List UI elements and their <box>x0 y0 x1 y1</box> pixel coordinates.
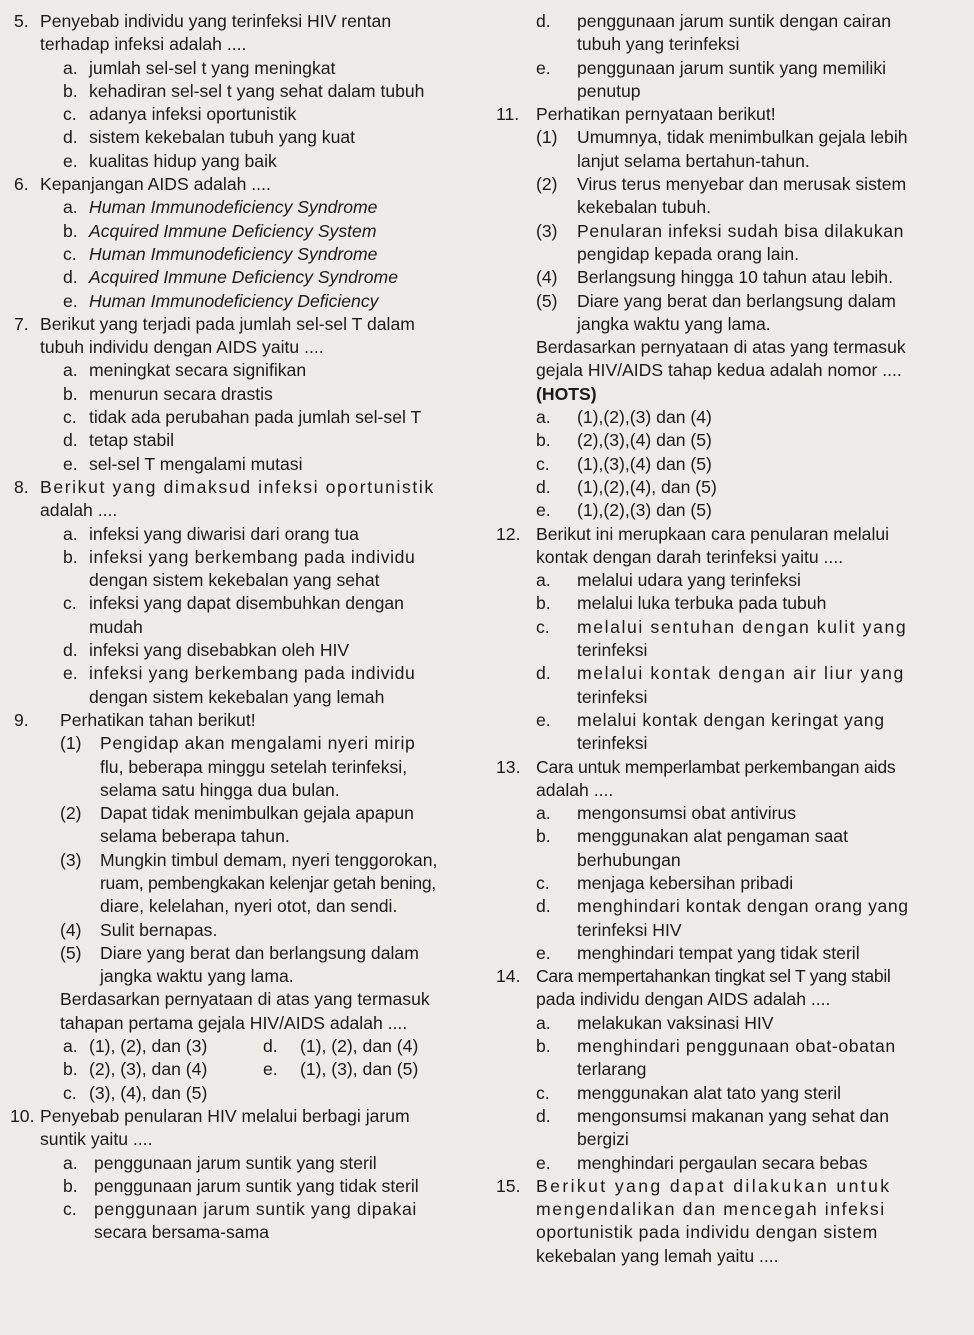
option-text: dengan sistem kekebalan yang sehat <box>89 570 380 591</box>
question-number: 10. <box>10 1105 35 1126</box>
question-number: 6. <box>14 174 29 195</box>
statement-text: flu, beberapa minggu setelah terinfeksi, <box>100 756 408 777</box>
option-text: menggunakan alat tato yang steril <box>577 1082 842 1103</box>
option-e[interactable] <box>490 57 970 80</box>
option-text: terinfeksi HIV <box>577 919 682 940</box>
option-text: menggunakan alat pengaman saat <box>577 826 848 847</box>
statement-text: ruam, pembengkakan kelenjar getah bening, <box>100 872 436 893</box>
question-7 <box>0 313 478 476</box>
question-stem: tubuh individu dengan AIDS yaitu .... <box>40 337 324 358</box>
option-c[interactable] <box>0 1198 478 1221</box>
question-stem: pada individu dengan AIDS adalah .... <box>536 989 831 1010</box>
statement-text: Pengidap akan mengalami nyeri mirip <box>100 733 416 754</box>
option-text: penggunaan jarum suntik yang tidak steril <box>94 1175 419 1196</box>
option-d[interactable] <box>490 10 970 33</box>
statement-text: pengidap kepada orang lain. <box>577 243 800 264</box>
statement-label: (2) <box>536 174 558 195</box>
option-text: tubuh yang terinfeksi <box>577 34 740 55</box>
option-label: d. <box>536 663 551 684</box>
statement-label: (1) <box>536 127 558 148</box>
question-prompt: Berdasarkan pernyataan di atas yang termasuk <box>60 989 430 1010</box>
option-e[interactable] <box>490 709 970 732</box>
option-label: b. <box>63 220 78 241</box>
question-12 <box>490 523 970 756</box>
option-text: Human Immunodeficiency Syndrome <box>89 197 378 218</box>
option-text: (1), (2), dan (4) <box>300 1036 419 1057</box>
question-number: 13. <box>496 756 521 777</box>
option-label: b. <box>63 546 78 567</box>
statement-text: Virus terus menyebar dan merusak sistem <box>577 174 907 195</box>
statement-label: (3) <box>536 220 558 241</box>
option-label: c. <box>536 872 550 893</box>
option-text: berhubungan <box>577 849 681 870</box>
question-stem: kontak dengan darah terinfeksi yaitu .... <box>536 546 844 567</box>
statement-label: (2) <box>60 803 82 824</box>
option-label: d. <box>63 640 78 661</box>
question-8 <box>0 476 478 709</box>
option-text: adanya infeksi oportunistik <box>89 104 297 125</box>
question-stem: adalah .... <box>536 779 614 800</box>
question-stem: Cara mempertahankan tingkat sel T yang stabil <box>536 966 891 987</box>
option-text: secara bersama-sama <box>94 1222 270 1243</box>
option-e[interactable] <box>490 499 970 522</box>
statement-text: Umumnya, tidak menimbulkan gejala lebih <box>577 127 908 148</box>
statement-1 <box>0 732 478 755</box>
option-e[interactable] <box>490 942 970 965</box>
question-stem: oportunistik pada individu dengan sistem <box>536 1222 878 1243</box>
statement-text: lanjut selama bertahun-tahun. <box>577 150 810 171</box>
question-number: 7. <box>14 313 29 334</box>
question-stem: suntik yaitu .... <box>40 1129 153 1150</box>
option-d[interactable] <box>0 266 478 289</box>
option-text: (1),(2),(3) dan (4) <box>577 407 712 428</box>
option-label: d. <box>63 430 78 451</box>
option-text: melalui luka terbuka pada tubuh <box>577 593 827 614</box>
question-number: 5. <box>14 11 29 31</box>
option-label: c. <box>63 1199 77 1220</box>
option-label: a. <box>63 197 78 218</box>
option-text: menghindari tempat yang tidak steril <box>577 942 860 963</box>
option-label: e. <box>536 942 551 963</box>
question-10-continued <box>490 10 970 103</box>
question-number: 15. <box>496 1175 521 1196</box>
question-11 <box>490 103 970 522</box>
option-text: menghindari pergaulan secara bebas <box>577 1152 868 1173</box>
option-label: a. <box>63 523 78 544</box>
left-column <box>0 10 478 1245</box>
question-10 <box>0 1105 478 1245</box>
option-label: e. <box>63 150 78 171</box>
right-column <box>490 10 970 1268</box>
statement-text: selama beberapa tahun. <box>100 826 290 847</box>
option-a[interactable] <box>490 569 970 592</box>
option-c[interactable] <box>490 1082 970 1105</box>
question-9 <box>0 709 478 1105</box>
question-number: 11. <box>496 104 520 125</box>
option-a[interactable] <box>0 57 478 80</box>
question-stem: Kepanjangan AIDS adalah .... <box>40 174 271 195</box>
option-label: c. <box>536 1082 550 1103</box>
statement-text: selama satu hingga dua bulan. <box>100 779 340 800</box>
option-label: c. <box>536 453 550 474</box>
option-label: c. <box>63 243 77 264</box>
option-d[interactable] <box>490 1105 970 1128</box>
option-text: tetap stabil <box>89 430 175 451</box>
option-text: jumlah sel-sel t yang meningkat <box>89 57 336 78</box>
option-label: b. <box>536 1036 551 1057</box>
option-label: d. <box>63 267 78 288</box>
statement-text: jangka waktu yang lama. <box>577 313 771 334</box>
option-text: mengonsumsi makanan yang sehat dan <box>577 1105 889 1126</box>
option-b[interactable] <box>490 1035 970 1058</box>
question-stem: Penyebab penularan HIV melalui berbagi jarum <box>40 1105 410 1126</box>
option-text: bergizi <box>577 1129 629 1150</box>
option-text: melakukan vaksinasi HIV <box>577 1012 774 1033</box>
question-stem: Perhatikan pernyataan berikut! <box>536 104 776 125</box>
option-text: tidak ada perubahan pada jumlah sel-sel T <box>89 407 422 428</box>
option-e[interactable] <box>0 453 478 476</box>
option-a[interactable] <box>490 802 970 825</box>
option-label: d. <box>63 127 78 148</box>
option-text: (3), (4), dan (5) <box>89 1082 208 1103</box>
question-prompt: tahapan pertama gejala HIV/AIDS adalah .... <box>60 1012 408 1033</box>
option-label: e. <box>63 290 78 311</box>
option-label: b. <box>63 1175 78 1196</box>
option-label: d. <box>536 896 551 917</box>
option-label: b. <box>63 80 78 101</box>
option-label: c. <box>63 593 77 614</box>
option-text: Human Immunodeficiency Deficiency <box>89 290 379 311</box>
statement-text: Mungkin timbul demam, nyeri tenggorokan, <box>100 849 438 870</box>
option-label: d. <box>536 476 551 497</box>
question-stem: Berikut yang dimaksud infeksi oportunistik <box>40 476 435 497</box>
option-text: (1),(3),(4) dan (5) <box>577 453 712 474</box>
question-stem: Berikut yang dapat dilakukan untuk <box>536 1175 892 1196</box>
option-text: menghindari kontak dengan orang yang <box>577 896 909 917</box>
option-text: mengonsumsi obat antivirus <box>577 803 797 824</box>
option-label: e. <box>63 663 78 684</box>
option-text: infeksi yang diwarisi dari orang tua <box>89 523 359 544</box>
statement-label: (1) <box>60 733 82 754</box>
option-text: (2),(3),(4) dan (5) <box>577 430 712 451</box>
question-stem: terhadap infeksi adalah .... <box>40 34 247 55</box>
statement-2 <box>0 802 478 825</box>
statement-4 <box>490 266 970 289</box>
statement-2 <box>490 173 970 196</box>
statement-3 <box>0 849 478 872</box>
option-label: a. <box>536 1012 551 1033</box>
question-14 <box>490 965 970 1175</box>
question-number: 12. <box>496 523 521 544</box>
option-label: b. <box>536 430 551 451</box>
option-label: d. <box>536 1105 551 1126</box>
option-b[interactable] <box>0 546 478 569</box>
option-text: melalui udara yang terinfeksi <box>577 570 801 591</box>
option-text: penggunaan jarum suntik yang dipakai <box>94 1199 417 1220</box>
option-c[interactable] <box>490 616 970 639</box>
question-5 <box>0 10 478 173</box>
question-stem: Berikut yang terjadi pada jumlah sel-sel T dalam <box>40 313 415 334</box>
option-d[interactable] <box>0 126 478 149</box>
option-label: a. <box>63 360 78 381</box>
option-e[interactable] <box>0 290 478 313</box>
statement-text: jangka waktu yang lama. <box>100 966 294 987</box>
question-prompt: Berdasarkan pernyataan di atas yang termasuk <box>536 337 906 358</box>
option-text: melalui kontak dengan air liur yang <box>577 663 905 684</box>
option-c[interactable] <box>0 103 478 126</box>
statement-5 <box>0 942 478 965</box>
statement-text: Sulit bernapas. <box>100 919 218 940</box>
statement-label: (5) <box>60 942 82 963</box>
question-stem: mengendalikan dan mencegah infeksi <box>536 1199 886 1220</box>
question-15 <box>490 1175 970 1268</box>
option-label: b. <box>63 383 78 404</box>
option-text: (2), (3), dan (4) <box>89 1059 208 1080</box>
option-text: penutup <box>577 80 641 101</box>
question-stem: Cara untuk memperlambat perkembangan aids <box>536 756 896 777</box>
option-text: penggunaan jarum suntik dengan cairan <box>577 11 891 31</box>
option-text: sel-sel T mengalami mutasi <box>89 453 303 474</box>
option-label: e. <box>536 57 551 78</box>
option-label: e. <box>536 1152 551 1173</box>
option-text: menurun secara drastis <box>89 383 273 404</box>
option-d[interactable] <box>490 662 970 685</box>
option-text: menjaga kebersihan pribadi <box>577 872 794 893</box>
option-text: penggunaan jarum suntik yang steril <box>94 1152 377 1173</box>
option-d[interactable] <box>0 429 478 452</box>
statement-label: (4) <box>536 267 558 288</box>
option-b[interactable] <box>0 383 478 406</box>
statement-label: (5) <box>536 290 558 311</box>
option-d[interactable] <box>490 895 970 918</box>
option-a[interactable] <box>0 359 478 382</box>
option-label: b. <box>536 826 551 847</box>
option-b[interactable] <box>490 825 970 848</box>
option-label: e. <box>63 453 78 474</box>
option-text: terinfeksi <box>577 686 648 707</box>
statement-text: Penularan infeksi sudah bisa dilakukan <box>577 220 904 241</box>
option-label: e. <box>536 709 551 730</box>
option-text: penggunaan jarum suntik yang memiliki <box>577 57 887 78</box>
option-b[interactable] <box>0 80 478 103</box>
hots-tag: (HOTS) <box>536 383 597 404</box>
option-c[interactable] <box>0 243 478 266</box>
option-text: Acquired Immune Deficiency Syndrome <box>89 267 398 288</box>
option-label: d. <box>536 11 551 31</box>
option-label: c. <box>63 407 77 428</box>
option-a[interactable] <box>0 523 478 546</box>
option-text: (1), (2), dan (3) <box>89 1036 208 1057</box>
question-number: 14. <box>496 966 521 987</box>
option-text: infeksi yang berkembang pada individu <box>89 663 416 684</box>
option-label: a. <box>536 570 551 591</box>
option-text: sistem kekebalan tubuh yang kuat <box>89 127 356 148</box>
option-text: (1),(2),(3) dan (5) <box>577 500 712 521</box>
option-c[interactable] <box>490 872 970 895</box>
question-number: 9. <box>14 709 29 730</box>
option-a[interactable] <box>490 1012 970 1035</box>
option-e[interactable] <box>0 662 478 685</box>
statement-text: Diare yang berat dan berlangsung dalam <box>100 942 419 963</box>
option-text: terinfeksi <box>577 640 648 661</box>
option-text: Acquired Immune Deficiency System <box>89 220 377 241</box>
option-label: c. <box>536 616 550 637</box>
option-text: menghindari penggunaan obat-obatan <box>577 1036 896 1057</box>
statement-text: Berlangsung hingga 10 tahun atau lebih. <box>577 267 893 288</box>
option-text: infeksi yang berkembang pada individu <box>89 546 416 567</box>
question-prompt: gejala HIV/AIDS tahap kedua adalah nomor .... <box>536 360 902 381</box>
option-text: terlarang <box>577 1059 647 1080</box>
option-text: (1),(2),(4), dan (5) <box>577 476 717 497</box>
option-text: Human Immunodeficiency Syndrome <box>89 243 378 264</box>
statement-text: Diare yang berat dan berlangsung dalam <box>577 290 896 311</box>
option-label: a. <box>536 803 551 824</box>
option-label: d. <box>263 1036 278 1057</box>
question-13 <box>490 756 970 966</box>
option-label: a. <box>63 1152 78 1173</box>
option-b[interactable] <box>0 1175 478 1198</box>
option-label: b. <box>536 593 551 614</box>
statement-1 <box>490 126 970 149</box>
option-c[interactable] <box>490 453 970 476</box>
option-e[interactable] <box>490 1152 970 1175</box>
statement-4 <box>0 919 478 942</box>
option-text: melalui sentuhan dengan kulit yang <box>577 616 908 637</box>
option-c[interactable] <box>0 592 478 615</box>
option-label: b. <box>63 1059 78 1080</box>
option-text: infeksi yang dapat disembuhkan dengan <box>89 593 404 614</box>
question-stem: Berikut ini merupkaan cara penularan melalui <box>536 523 890 544</box>
option-label: e. <box>536 500 551 521</box>
option-b[interactable] <box>490 592 970 615</box>
option-b[interactable] <box>490 429 970 452</box>
statement-text: Dapat tidak menimbulkan gejala apapun <box>100 803 414 824</box>
option-label: e. <box>263 1059 278 1080</box>
option-b[interactable] <box>0 220 478 243</box>
statement-text: kekebalan tubuh. <box>577 197 712 218</box>
option-a[interactable] <box>490 406 970 429</box>
option-a[interactable] <box>0 1152 478 1175</box>
option-text: kualitas hidup yang baik <box>89 150 277 171</box>
option-label: a. <box>536 407 551 428</box>
statement-3 <box>490 220 970 243</box>
question-stem: kekebalan yang lemah yaitu .... <box>536 1245 779 1266</box>
option-label: c. <box>63 1082 77 1103</box>
question-stem: adalah .... <box>40 500 118 521</box>
statement-label: (4) <box>60 919 82 940</box>
option-text: kehadiran sel-sel t yang sehat dalam tubuh <box>89 80 425 101</box>
option-d[interactable] <box>0 639 478 662</box>
option-text: (1), (3), dan (5) <box>300 1059 419 1080</box>
option-text: melalui kontak dengan keringat yang <box>577 709 885 730</box>
statement-label: (3) <box>60 849 82 870</box>
question-6 <box>0 173 478 313</box>
option-text: mudah <box>89 616 143 637</box>
option-label: a. <box>63 1036 78 1057</box>
option-label: a. <box>63 57 78 78</box>
option-a[interactable] <box>0 196 478 219</box>
option-text: infeksi yang disebabkan oleh HIV <box>89 640 350 661</box>
option-d[interactable] <box>490 476 970 499</box>
statement-text: diare, kelelahan, nyeri otot, dan sendi. <box>100 896 398 917</box>
statement-5 <box>490 290 970 313</box>
option-text: meningkat secara signifikan <box>89 360 307 381</box>
option-text: dengan sistem kekebalan yang lemah <box>89 686 385 707</box>
question-number: 8. <box>14 476 29 497</box>
option-text: terinfeksi <box>577 733 648 754</box>
option-c[interactable] <box>0 406 478 429</box>
option-label: c. <box>63 104 77 125</box>
question-stem: Penyebab individu yang terinfeksi HIV rentan <box>40 11 392 31</box>
question-stem: Perhatikan tahan berikut! <box>60 709 256 730</box>
option-e[interactable] <box>0 150 478 173</box>
